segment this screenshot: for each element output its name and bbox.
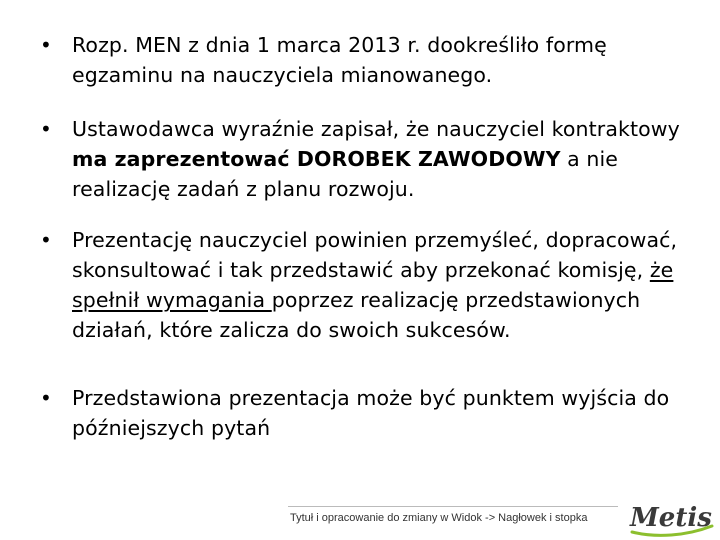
bullet-item: [40, 225, 700, 345]
bullet-dot: •: [40, 228, 52, 252]
bullet-text: poprzez realizację przedstawionych działań, które zalicza do swoich sukcesów.: [72, 288, 641, 342]
bullet-text-underlined: że spełnił wymagania: [72, 258, 674, 312]
bullet-text: Przedstawiona prezentacja może być punktem wyjścia do późniejszych pytań: [72, 386, 670, 440]
logo-text: Metis: [630, 503, 712, 533]
bullet-list: [40, 30, 700, 443]
bullet-dot: •: [40, 386, 52, 410]
metis-logo: [626, 498, 716, 538]
footer-divider: [288, 506, 618, 507]
bullet-item: [40, 383, 700, 443]
bullet-text: Rozp. MEN z dnia 1 marca 2013 r. dookreśliło formę egzaminu na nauczyciela mianowanego.: [72, 33, 607, 87]
bullet-dot: •: [40, 117, 52, 141]
bullet-item: [40, 114, 700, 204]
bullet-text-bold: ma zaprezentować DOROBEK ZAWODOWY: [72, 147, 561, 171]
bullet-text: Prezentację nauczyciel powinien przemyśleć, dopracować, skonsultować i tak przedstawić aby przekonać komisję,: [72, 228, 678, 282]
bullet-dot: •: [40, 33, 52, 57]
bullet-text: a nie realizację zadań z planu rozwoju.: [72, 147, 619, 201]
bullet-item: [40, 30, 700, 90]
bullet-text: Ustawodawca wyraźnie zapisał, że nauczyciel kontraktowy: [72, 117, 680, 141]
footer-text: Tytuł i opracowanie do zmiany w Widok -> Nagłowek i stopka: [290, 512, 588, 524]
